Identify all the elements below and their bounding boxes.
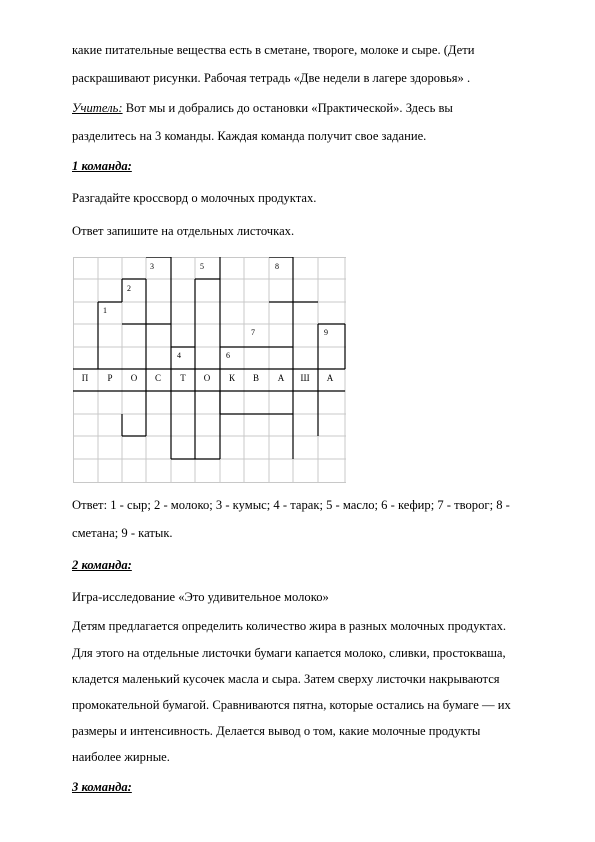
clue-number-3: 3 bbox=[150, 262, 154, 271]
game-line-1: Детям предлагается определить количество жира в разных молочных продуктах. bbox=[72, 619, 507, 633]
team2-heading: 2 команда: bbox=[72, 558, 132, 572]
crossword-letter: Т bbox=[180, 373, 186, 383]
game-title: Игра-исследование «Это удивительное молоко» bbox=[72, 590, 329, 604]
teacher-label: Учитель: bbox=[72, 101, 123, 115]
game-line-4: промокательной бумагой. Сравниваются пятна, которые остались на бумаге — их bbox=[72, 698, 511, 712]
crossword-letter: О bbox=[130, 373, 138, 383]
answer-line-1: Ответ: 1 - сыр; 2 - молоко; 3 - кумыс; 4 - тарак; 5 - масло; 6 - кефир; 7 - творог; 8 - bbox=[72, 498, 510, 512]
crossword-letter: К bbox=[228, 373, 235, 383]
clue-number-2: 2 bbox=[127, 284, 131, 293]
team1-heading: 1 команда: bbox=[72, 159, 132, 173]
game-line-5: размеры и интенсивность. Делается вывод о том, какие молочные продукты bbox=[72, 724, 481, 738]
task1-note: Ответ запишите на отдельных листочках. bbox=[72, 224, 295, 238]
clue-number-7: 7 bbox=[251, 328, 255, 337]
clue-number-6: 6 bbox=[226, 351, 230, 360]
game-line-6: наиболее жирные. bbox=[72, 750, 170, 764]
game-line-2: Для этого на отдельные листочки бумаги капается молоко, сливки, простокваша, bbox=[72, 646, 506, 660]
crossword-letter: А bbox=[277, 373, 285, 383]
clue-number-5: 5 bbox=[200, 262, 204, 271]
crossword-letter: А bbox=[326, 373, 334, 383]
crossword-grid bbox=[73, 257, 346, 483]
crossword-letter: О bbox=[203, 373, 211, 383]
crossword-letter: С bbox=[154, 373, 161, 383]
crossword-letter: П bbox=[81, 373, 89, 383]
game-line-3: кладется маленький кусочек масла и сыра. Затем сверху листочки накрываются bbox=[72, 672, 500, 686]
teacher-paragraph bbox=[72, 96, 572, 120]
task1-text: Разгадайте кроссворд о молочных продуктах. bbox=[72, 191, 317, 205]
intro-line-1: какие питательные вещества есть в сметане, твороге, молоке и сыре. (Дети bbox=[72, 43, 475, 57]
clue-number-8: 8 bbox=[275, 262, 279, 271]
teacher-line-2: разделитесь на 3 команды. Каждая команда получит свое задание. bbox=[72, 129, 427, 143]
crossword-letter: Р bbox=[107, 373, 113, 383]
crossword-letter: Ш bbox=[300, 373, 310, 383]
intro-line-2: раскрашивают рисунки. Рабочая тетрадь «Две недели в лагере здоровья» . bbox=[72, 71, 471, 85]
teacher-text: Вот мы и добрались до остановки «Практической». Здесь вы bbox=[122, 101, 453, 115]
answer-line-2: сметана; 9 - катык. bbox=[72, 526, 173, 540]
crossword-lines bbox=[73, 257, 346, 483]
clue-number-9: 9 bbox=[324, 328, 328, 337]
clue-number-1: 1 bbox=[103, 306, 107, 315]
crossword-letter: В bbox=[252, 373, 259, 383]
clue-number-4: 4 bbox=[177, 351, 181, 360]
team3-heading: 3 команда: bbox=[72, 780, 132, 794]
